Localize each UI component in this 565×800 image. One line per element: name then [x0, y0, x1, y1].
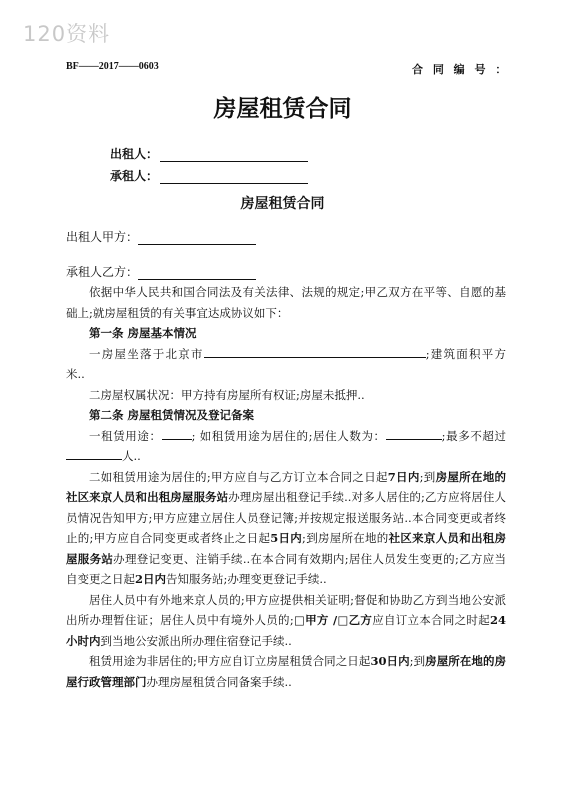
- party-b-label: 承租人乙方：: [66, 265, 139, 279]
- document-code: BF——2017——0603: [66, 61, 159, 72]
- party-a-label: 出租人甲方：: [66, 230, 139, 244]
- article-1-title: 第一条 房屋基本情况: [89, 326, 197, 340]
- lessee-label: 承租人：: [110, 169, 159, 183]
- page-title: 房屋租赁合同: [213, 96, 352, 122]
- usage-blank[interactable]: [162, 427, 192, 440]
- contract-body: [66, 282, 506, 692]
- article-2-item-2: 二如租赁用途为居住的;甲方应自与乙方订立本合同之日起7日内;到房屋所在地的社区来京人员和出租房屋服务站办理房屋出租登记手续..对多人居住的;乙方应将居住人员情况告知甲方;甲方应建立居住人员登记簿;并按规定报送服务站..本合同变更或者终止的;甲方应自合同变更或者终止之日起5日内;到房屋所在地的社区来京人员和出租房屋服务站办理登记变更、注销手续..在本合同有效期内;居住人员发生变更的;乙方应当自变更之日起2日内告知服务站;办理变更登记手续..: [66, 469, 507, 586]
- lessor-label: 出租人：: [110, 147, 159, 161]
- lessee-line: [110, 167, 308, 184]
- party-b-blank[interactable]: [138, 266, 256, 280]
- article-2-title: 第二条 房屋租赁情况及登记备案: [89, 408, 255, 422]
- party-a-blank[interactable]: [138, 231, 256, 245]
- party-b-field: [66, 263, 256, 280]
- occupants-blank[interactable]: [386, 427, 442, 440]
- article-2-item-1: 一租赁用途： ; 如租赁用途为居住的;居住人数为： ;最多不超过人..: [66, 426, 506, 467]
- article-1-item-2: 二房屋权属状况：甲方持有房屋所有权证;房屋未抵押..: [89, 387, 365, 402]
- party-a-field: [66, 228, 256, 245]
- lessor-blank[interactable]: [160, 148, 308, 162]
- article-1-item-1: 一房屋坐落于北京市 ;建筑面积平方米..: [66, 346, 507, 381]
- contract-number-label: 合 同 编 号 ：: [412, 63, 510, 76]
- lessor-line: [110, 145, 308, 162]
- intro-paragraph: 依据中华人民共和国合同法及有关法律、法规的规定;甲乙双方在平等、自愿的基础上;就房屋租赁的有关事宜达成协议如下：: [66, 285, 506, 320]
- article-2-item-4: 租赁用途为非居住的;甲方应自订立房屋租赁合同之日起30日内;到房屋所在地的房屋行政管理部门办理房屋租赁合同备案手续..: [66, 654, 507, 689]
- watermark: 120资料: [23, 22, 111, 46]
- contract-subtitle: 房屋租赁合同: [240, 196, 325, 212]
- address-blank[interactable]: [204, 345, 426, 358]
- max-occupants-blank[interactable]: [66, 447, 122, 460]
- lessee-blank[interactable]: [160, 170, 308, 184]
- article-2-item-3: 居住人员中有外地来京人员的;甲方应提供相关证明;督促和协助乙方到当地公安派出所办理暂住证；居住人员中有境外人员的;□甲方 /□乙方应自订立本合同之时起24小时内到当地公安派出所办理住宿登记手续..: [66, 592, 507, 648]
